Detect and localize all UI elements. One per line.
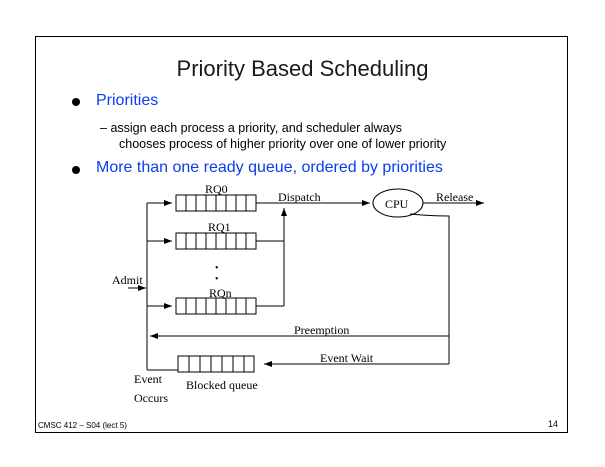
label-blocked-queue: Blocked queue — [186, 378, 258, 392]
label-rqn: RQn — [209, 286, 232, 300]
label-admit: Admit — [112, 273, 143, 287]
label-dispatch: Dispatch — [278, 190, 321, 204]
sub-bullet-line-2: chooses process of higher priority over one of lower priority — [119, 137, 447, 151]
dash-marker: – — [100, 121, 111, 135]
ellipsis-dot-2: • — [215, 274, 219, 285]
bullet-priorities: Priorities — [96, 92, 159, 109]
label-cpu: CPU — [385, 197, 409, 211]
footer-course: CMSC 412 – S04 (lect 5) — [38, 421, 127, 430]
page-number: 14 — [548, 419, 559, 429]
bullet-ready-queues: More than one ready queue, ordered by priorities — [96, 159, 443, 176]
sub-bullet-line-1: – assign each process a priority, and scheduler always — [100, 121, 403, 135]
blocked-queue — [178, 356, 254, 372]
label-occurs: Occurs — [134, 391, 168, 405]
label-rq1: RQ1 — [208, 220, 231, 234]
label-event-wait: Event Wait — [320, 351, 374, 365]
label-event: Event — [134, 372, 162, 386]
label-rq0: RQ0 — [205, 182, 228, 196]
queue-rqn — [176, 298, 256, 314]
queue-rq1 — [176, 233, 256, 249]
ellipsis-dot-1: • — [215, 263, 219, 274]
slide-title: Priority Based Scheduling — [176, 56, 429, 81]
label-preemption: Preemption — [294, 323, 350, 337]
label-release: Release — [436, 190, 474, 204]
queue-rq0 — [176, 195, 256, 211]
